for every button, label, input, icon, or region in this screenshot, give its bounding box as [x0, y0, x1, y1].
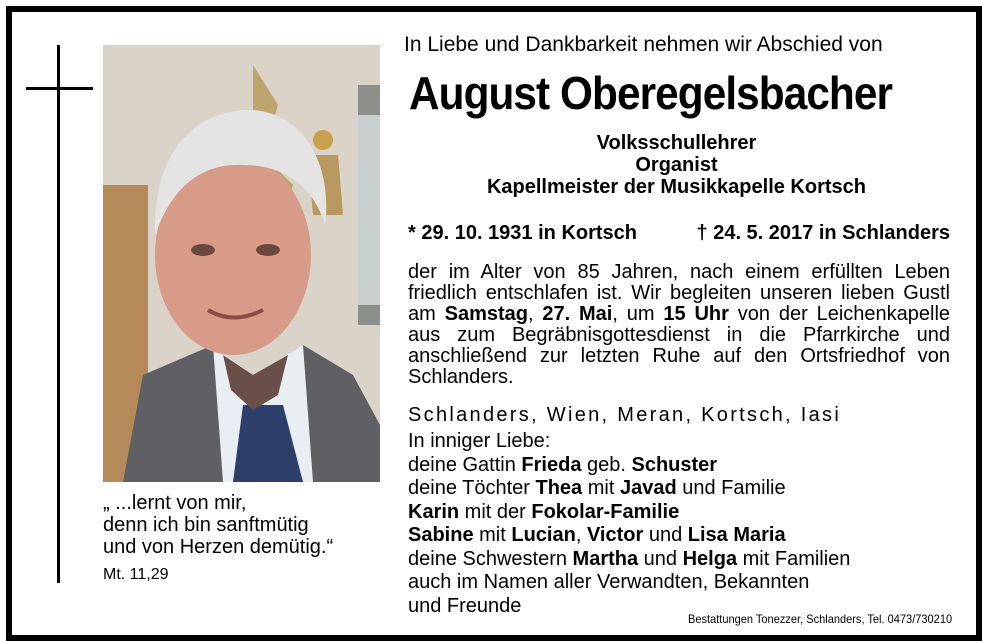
text-part: der im Alter von 85 Jahren, nach einem erfüllten Leben friedlich entschlafen ist. Wir begleiten unseren lieben Gustl am — [408, 261, 950, 325]
family-line: und Freunde — [408, 594, 522, 617]
family-line — [408, 548, 850, 572]
title-line: Kapellmeister der Musikkapelle Kortsch — [486, 176, 867, 198]
text-part: , um — [612, 303, 664, 325]
funeral-time: 15 Uhr — [663, 303, 729, 325]
title-line: Volksschullehrer — [596, 132, 757, 154]
name-bold: Victor — [586, 524, 644, 546]
text-part: mit — [473, 524, 512, 546]
family-line: auch im Namen aller Verwandten, Bekannten — [408, 571, 810, 593]
text-part: deine Töchter — [408, 477, 536, 499]
name-bold: Lucian — [511, 524, 576, 546]
family-heading: In inniger Liebe: — [408, 430, 551, 452]
name-bold: Thea — [535, 477, 583, 499]
name-bold: Sabine — [408, 524, 474, 546]
name-bold: Fokolar-Familie — [531, 500, 680, 523]
family-list — [408, 430, 850, 618]
cross-vertical — [57, 45, 60, 583]
titles-block — [404, 132, 949, 198]
quote-line: und von Herzen demütig.“ — [103, 536, 334, 558]
deceased-name: August Oberegelsbacher — [409, 67, 893, 119]
text-part: und — [643, 524, 688, 546]
text-part: mit Familien — [737, 547, 851, 570]
name-bold: Schuster — [631, 453, 718, 476]
intro-line: In Liebe und Dankbarkeit nehmen wir Abschied von — [404, 33, 883, 56]
text-part: mit der — [459, 500, 532, 523]
places-line: Schlanders, Wien, Meran, Kortsch, Iasi — [408, 404, 842, 426]
obituary-text — [408, 262, 950, 388]
name-bold: Lisa Maria — [687, 524, 786, 546]
cross-horizontal — [26, 87, 93, 90]
text-part: geb. — [581, 453, 632, 476]
quote-line: denn ich bin sanftmütig — [103, 514, 309, 536]
title-line: Organist — [635, 154, 718, 176]
text-part: mit — [582, 477, 620, 499]
text-part: , — [575, 524, 587, 546]
text-part: und — [638, 547, 683, 570]
family-line — [408, 524, 850, 548]
name-bold: Helga — [682, 547, 738, 570]
bible-quote — [103, 492, 333, 586]
death-date: † 24. 5. 2017 in Schlanders — [696, 222, 950, 244]
text-part: von der Leichenkapelle aus zum Begräbnisgottesdienst in die Pfarrkirche und anschließend zur letzten Ruhe auf den Ortsfriedhof von Schlanders. — [408, 303, 951, 388]
quote-line: „ ...lernt von mir, — [103, 492, 247, 514]
family-line — [408, 454, 850, 478]
quote-reference: Mt. 11,29 — [103, 566, 169, 583]
funeral-home-credit: Bestattungen Tonezzer, Schlanders, Tel. 0473/730210 — [687, 612, 952, 626]
text-part: , — [528, 303, 543, 325]
funeral-day: Samstag — [444, 303, 528, 325]
funeral-date: 27. Mai — [542, 303, 613, 325]
name-bold: Karin — [408, 500, 460, 523]
family-line — [408, 477, 850, 501]
name-bold: Frieda — [521, 453, 582, 476]
birth-date: * 29. 10. 1931 in Kortsch — [408, 222, 638, 244]
text-part: und Familie — [676, 477, 786, 499]
family-line — [408, 501, 850, 525]
portrait-photo — [103, 45, 380, 482]
text-part: deine Gattin — [408, 453, 522, 476]
name-bold: Javad — [619, 477, 677, 499]
text-part: deine Schwestern — [408, 547, 573, 570]
name-bold: Martha — [572, 547, 639, 570]
